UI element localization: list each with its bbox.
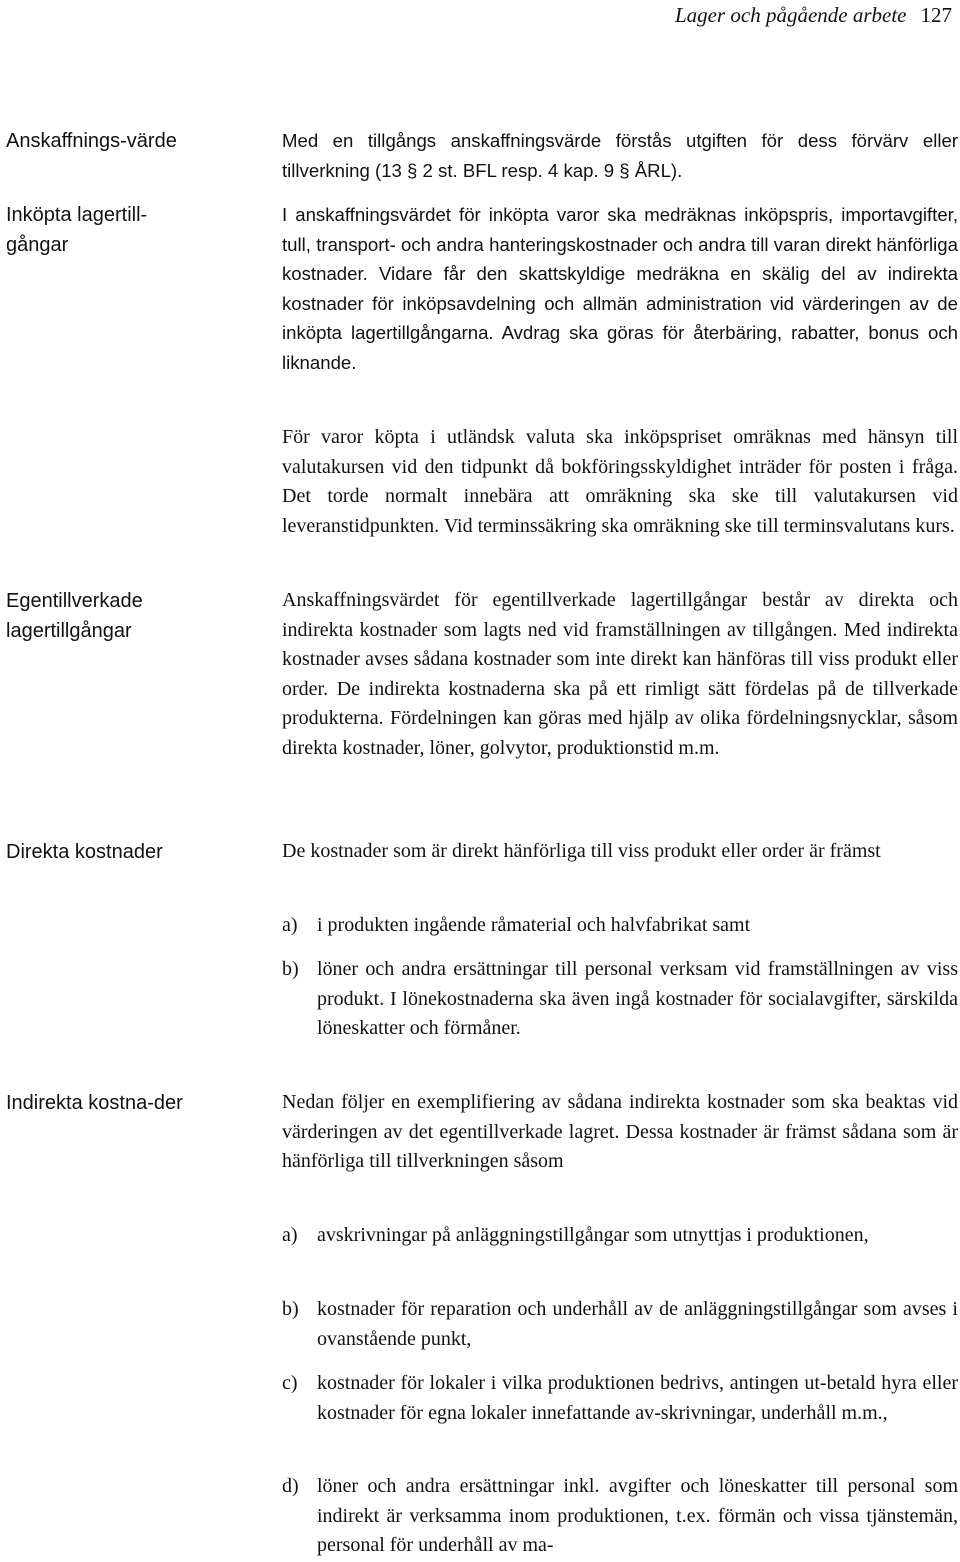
list-item-indirect-d [282, 1472, 958, 1561]
margin-note-inkopta-lagertillgangar: Inköpta lagertill-gångar [6, 204, 148, 256]
list-item-indirect-b [282, 1295, 958, 1354]
paragraph-indirekta-kostnader-intro: Nedan följer en exemplifiering av sådana indirekta kostnader som ska beaktas vid värderingen av det egentillverkade lagret. Dessa kostnader är främst sådana som är hänförliga till tillverkningen såsom [282, 1091, 958, 1173]
list-item-label: d) [282, 1475, 299, 1497]
margin-note-anskaffningsvarde: Anskaffnings-värde [6, 130, 177, 152]
list-item-text: kostnader för lokaler i vilka produktionen bedrivs, antingen ut-betald hyra eller kostnader för egna lokaler innefattande av-skrivningar, underhåll m.m., [317, 1372, 958, 1424]
page-number: 127 [920, 3, 952, 27]
margin-note-egentillverkade-lagertillgangar: Egentillverkade lagertillgångar [6, 590, 143, 642]
paragraph-anskaffningsvarde: Med en tillgångs anskaffningsvärde förstås utgiften för dess förvärv eller tillverkning (13 § 2 st. BFL resp. 4 kap. 9 § ÅRL). [282, 130, 958, 181]
list-item-label: b) [282, 958, 299, 980]
list-item-text: avskrivningar på anläggningstillgångar som utnyttjas i produktionen, [317, 1224, 869, 1246]
list-item-text: i produkten ingående råmaterial och halvfabrikat samt [317, 914, 751, 936]
list-item-indirect-a [282, 1221, 958, 1251]
list-item-text: kostnader för reparation och underhåll av de anläggningstillgångar som avses i ovanstående punkt, [317, 1298, 958, 1350]
list-item-label: a) [282, 1224, 298, 1246]
list-item-text: löner och andra ersättningar inkl. avgifter och löneskatter till personal som indirekt är verksamma inom produktionen, t.ex. förmän och vissa tjänstemän, personal för underhåll av ma- [317, 1475, 958, 1557]
paragraph-inkopta-varor: I anskaffningsvärdet för inköpta varor ska medräknas inköpspris, importavgifter, tull, transport- och andra hanteringskostnader och andra till varan direkt hänförliga kostnader. Vidare får den skattskyldige medräkna en skälig del av indirekta kostnader för inköpsavdelning och allmän administration vid värderingen av de inköpta lagertillgångarna. Avdrag ska göras för återbäring, rabatter, bonus och liknande. [282, 204, 958, 373]
margin-note-indirekta-kostnader: Indirekta kostna-der [6, 1092, 183, 1114]
running-title: Lager och pågående arbete [674, 3, 907, 27]
list-item-label: a) [282, 914, 298, 936]
list-item-indirect-c [282, 1369, 958, 1428]
paragraph-direkta-kostnader-intro: De kostnader som är direkt hänförliga till viss produkt eller order är främst [282, 840, 881, 862]
list-item-direct-a [282, 911, 958, 941]
margin-note-direkta-kostnader: Direkta kostnader [6, 841, 163, 863]
paragraph-egentillverkade: Anskaffningsvärdet för egentillverkade lagertillgångar består av direkta och indirekta kostnader som lagts ned vid framställningen av tillgången. Med indirekta kostnader avses sådana kostnader som inte direkt kan hänföras till viss produkt eller order. De indirekta kostnaderna ska på ett rimligt sätt fördelas på de tillverkade produkterna. Fördelningen kan göras med hjälp av olika fördelningsnycklar, såsom direkta kostnader, löner, golvytor, produktionstid m.m. [282, 589, 958, 759]
list-item-direct-b [282, 955, 958, 1044]
list-item-label: b) [282, 1298, 299, 1320]
list-item-label: c) [282, 1372, 298, 1394]
list-item-text: löner och andra ersättningar till personal verksam vid framställningen av viss produkt. I lönekostnaderna ska även ingå kostnader för socialavgifter, särskilda löneskatter och förmåner. [317, 958, 958, 1040]
paragraph-utlandsk-valuta: För varor köpta i utländsk valuta ska inköpspriset omräknas med hänsyn till valutakursen vid den tidpunkt då bokföringsskyldighet inträder för posten i fråga. Det torde normalt innebära att omräkning ska ske till valutakursen vid leveranstidpunkten. Vid terminssäkring ska omräkning ske till terminsvalutans kurs. [282, 426, 958, 537]
running-header [675, 2, 952, 28]
